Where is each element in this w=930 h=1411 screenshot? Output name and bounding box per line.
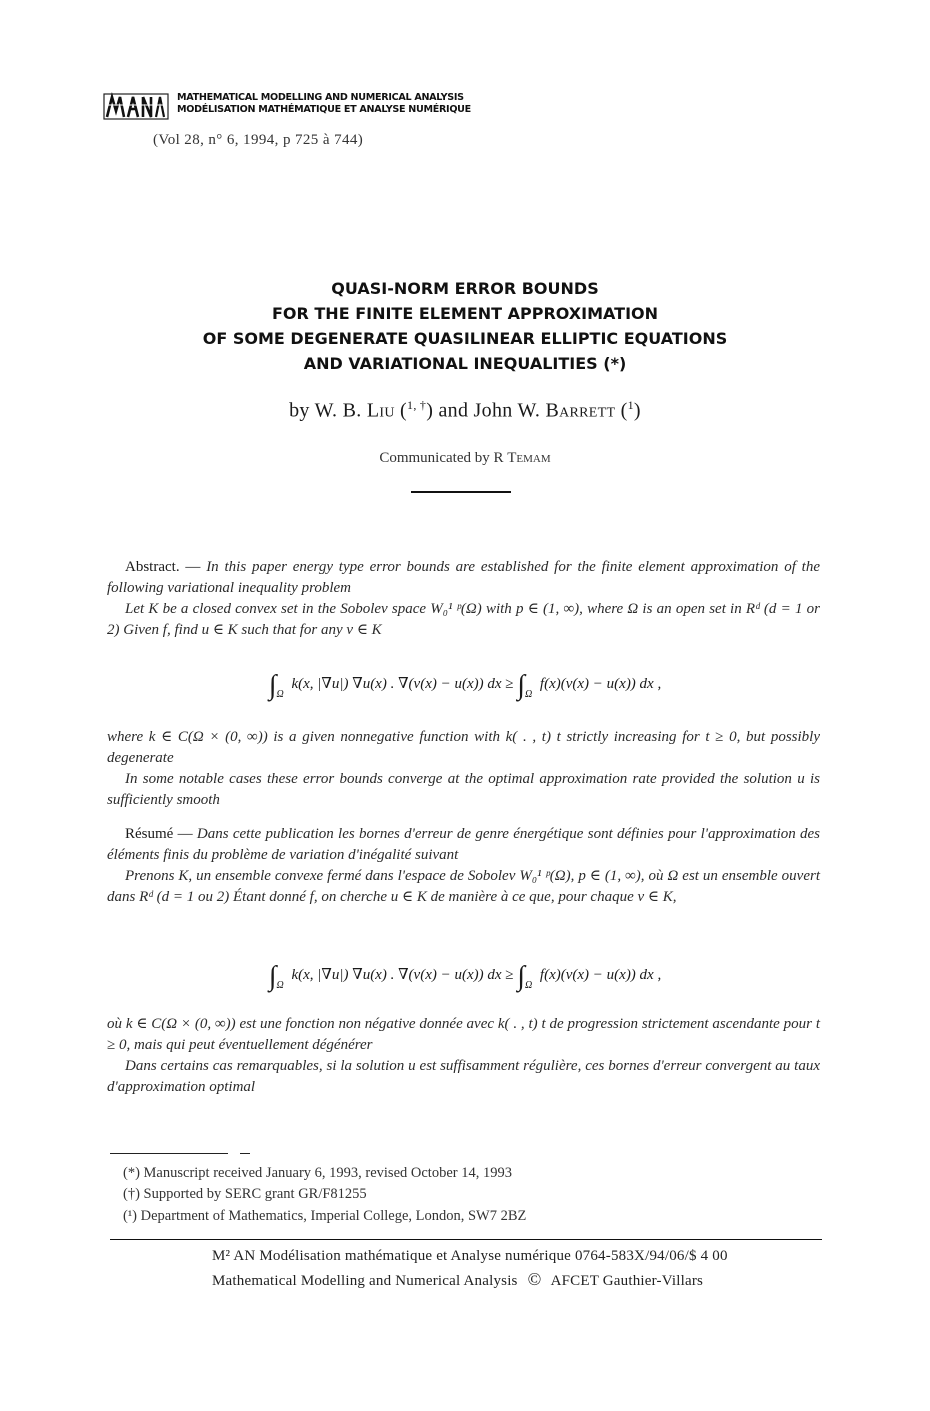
resume-paragraph-3: où k ∈ C(Ω × (0, ∞)) est une fonction non négative donnée avec k( . , t) t de progression strictement ascendante pour t ≥ 0, mais qui peut éventuellement dégénérer [107,1016,820,1053]
abstract-paragraph-1 [107,557,820,598]
abstract-paragraph-2: Let K be a closed convex set in the Sobolev space W₀¹ ᵖ(Ω) with p ∈ (1, ∞), where Ω is an open set in Rᵈ (d = 1 or 2) Given f, find u ∈ K such that for any v ∈ K [107,601,820,638]
abstract-paragraph-4: In some notable cases these error bounds converge at the optimal approximation rate provided the solution u is sufficiently smooth [107,771,820,808]
communicated-prefix: Communicated by R [379,450,504,466]
title-divider [411,491,511,493]
abstract-equation: $\int_\Omega$ k(x, |∇u|) ∇u(x) . ∇(v(x) − u(x)) dx ≥ $\int_\Omega$ f(x)(v(x) − u(x)) dx , [268,670,662,701]
author-2-marks: 1 [627,398,634,412]
footnote: (*) Manuscript received January 6, 1993, revised October 14, 1993 [123,1165,512,1181]
author-2-surname: Barrett [545,399,616,422]
footer-publisher-line [212,1269,703,1290]
resume-paragraph-4: Dans certains cas remarquables, si la solution u est suffisamment régulière, ces bornes d'erreur convergent au taux d'approximation optimal [107,1058,820,1095]
title-line: AND VARIATIONAL INEQUALITIES (*) [303,354,627,373]
resume-paragraph-1: Résumé — Dans cette publication les bornes d'erreur de genre énergétique sont définies pour l'approximation des éléments finis du problème de variation d'inégalité suivant [107,826,821,863]
author-1-surname: Liu [366,399,395,422]
footer-publisher: AFCET Gauthier-Villars [550,1273,704,1289]
footnote-divider [110,1153,228,1154]
author-line: by W. B. Liu ($^{1, \dagger}$) and John W. Barrett ($^1$) [289,398,641,422]
abstract-paragraph-3: where k ∈ C(Ω × (0, ∞)) is a given nonnegative function with k( . , t) t strictly increasing for t ≥ 0, but possibly degenerate [107,729,820,766]
author-joiner: and John W. [438,399,541,422]
resume-label: Résumé — [125,826,193,842]
journal-name [177,92,471,116]
equation-lhs: k(x, |∇u|) ∇u(x) . ∇(v(x) − u(x)) dx ≥ [291,676,514,692]
journal-name-french: MODÉLISATION MATHÉMATIQUE ET ANALYSE NUMÉRIQUE [177,104,471,115]
resume-equation: $\int_\Omega$ k(x, |∇u|) ∇u(x) . ∇(v(x) − u(x)) dx ≥ $\int_\Omega$ f(x)(v(x) − u(x)) dx , [268,961,662,992]
footer-journal-name: Mathematical Modelling and Numerical Analysis [212,1273,518,1289]
journal-name-english: MATHEMATICAL MODELLING AND NUMERICAL ANALYSIS [177,92,464,103]
footer-divider [110,1239,822,1240]
equation-rhs: f(x)(v(x) − u(x)) dx , [539,967,662,983]
integral-sign: ∫ [517,961,525,992]
integral-sign: ∫ [268,961,277,992]
footnote: (¹) Department of Mathematics, Imperial College, London, SW7 2BZ [123,1208,527,1224]
integral-sign: ∫ [517,670,525,701]
title-line: FOR THE FINITE ELEMENT APPROXIMATION [271,304,659,323]
title-line: QUASI-NORM ERROR BOUNDS [331,279,599,298]
integral-sign: ∫ [268,670,277,701]
author-1-marks: 1, † [407,398,427,412]
journal-logo [103,91,169,121]
communicated-by [0,450,930,467]
resume-paragraph-2: Prenons K, un ensemble convexe fermé dans l'espace de Sobolev W₀¹ ᵖ(Ω), p ∈ (1, ∞), où Ω est un ensemble ouvert dans Rᵈ (d = 1 ou 2) Étant donné f, on cherche u ∈ K de manière à ce que, pour chaque v ∈ K, [107,868,820,905]
author-prefix: by W. B. [289,399,362,422]
abstract-text: In this paper energy type error bounds are established for the finite element approximation of the following variational inequality problem [107,559,821,596]
footnote: (†) Supported by SERC grant GR/F81255 [123,1186,367,1202]
equation-lhs: k(x, |∇u|) ∇u(x) . ∇(v(x) − u(x)) dx ≥ [291,967,514,983]
communicator-name: Temam [507,450,551,466]
copyright-symbol: © [527,1269,542,1289]
abstract-label: Abstract. — [125,559,201,575]
volume-info: (Vol 28, n° 6, 1994, p 725 à 744) [153,132,364,148]
paper-title [0,276,930,376]
title-line: OF SOME DEGENERATE QUASILINEAR ELLIPTIC EQUATIONS [202,329,728,348]
equation-rhs: f(x)(v(x) − u(x)) dx , [539,676,662,692]
footnote-divider-dash [240,1153,250,1154]
footer-journal-issn: M² AN Modélisation mathématique et Analyse numérique 0764-583X/94/06/$ 4 00 [212,1248,728,1264]
